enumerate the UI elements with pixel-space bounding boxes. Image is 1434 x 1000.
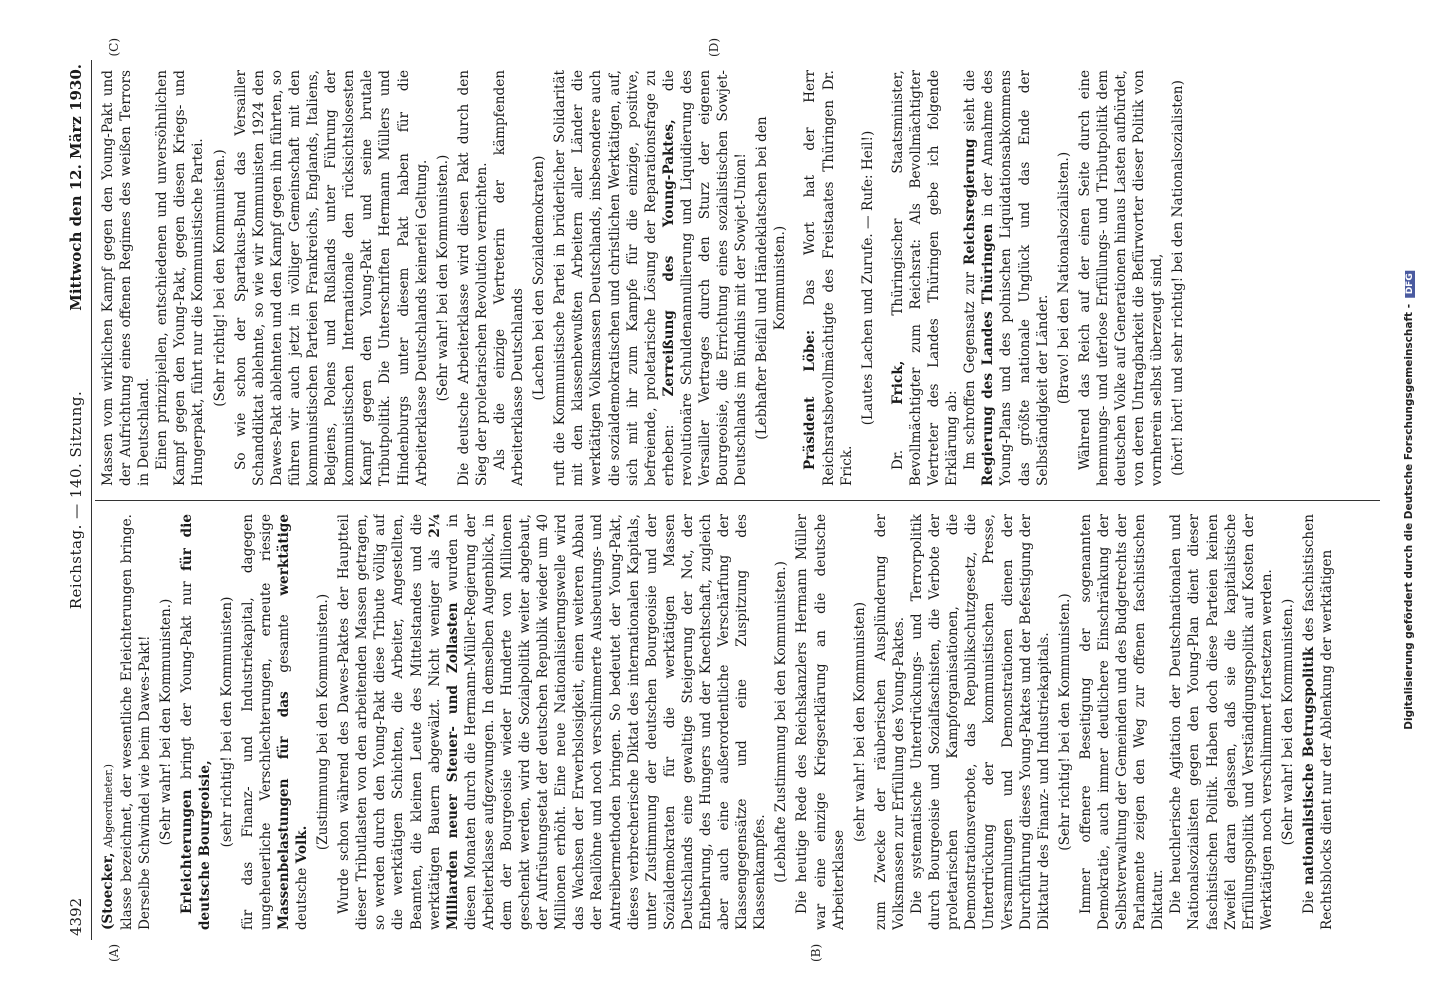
emphasized-text: Erleichterungen	[179, 789, 196, 914]
text-run: Thüringischer Staatsminister, Bevollmächtigter zum Reichsrat: Als Bevollmächtigter Vertreter des Landes Thüringen gebe ich folgende Erklärung ab:	[889, 70, 961, 486]
text-run: Die heutige Rede des Reichskanzlers Hermann Müller war eine einzige Kriegserklärung an die deutsche Arbeiterklasse	[794, 514, 847, 930]
paragraph-spacer	[792, 70, 801, 486]
text-run: gesamte	[275, 595, 292, 692]
text-run: (sehr wahr! bei den Kommunisten)	[851, 601, 868, 843]
interjection	[530, 70, 548, 486]
text-run: Im schroffen Gegensatz zur	[962, 265, 979, 470]
paragraph	[491, 70, 527, 486]
paragraph	[335, 514, 769, 930]
interjection	[1056, 514, 1074, 930]
text-run: (Sehr wahr! bei den Kommunisten.)	[158, 598, 175, 846]
interjection	[211, 70, 229, 486]
text-run: Wurde schon während des Dawes-Paktes der Hauptteil dieser Tributlasten von den arbeitenden Massen getragen, so werden durch den Young-Pakt diese Tribute völlig auf die werktätigen Schichten, die Arbeiter, Angestellten, Beamten, die kleinen Leute des Mittelstandes und die werktätigen Bauern abgewälzt. Nicht weniger als	[336, 514, 443, 930]
emphasized-text: Zerreißung des Young-Paktes,	[660, 119, 677, 397]
paragraph	[232, 70, 431, 486]
session-title: Reichstag. — 140. Sitzung.	[67, 390, 85, 610]
header-rule	[91, 60, 92, 940]
text-run: bringt der Young-Pakt nur	[179, 570, 196, 790]
emphasized-text: Frick,	[889, 360, 906, 405]
text-run: Abgeordneter.)	[102, 763, 115, 848]
text-run: (hört! hört! und sehr richtig! bei den Nationalsozialisten)	[1170, 80, 1187, 476]
text-run: So wie schon der Spartakus-Bund das Versailler Schanddiktat ablehnte, so wie wir Kommunisten 1924 den Dawes-Pakt ablehnten und den Kampf gegen ihn führten, so führen wir auch jetzt in völliger Gemeinschaft mit den kommunistischen Parteien Frankreichs, Englands, Italiens, Belgiens, Polens und Rußlands unter Führung der kommunistischen Internationale den rücksichtslosesten Kampf gegen den Young-Pakt und seine brutale Tributpolitik. Die Unterschriften Hermann Müllers und Hindenburgs unter diesem Pakt haben für die Arbeiterklasse Deutschlands keinerlei Geltung.	[232, 70, 430, 486]
text-run: Während das Reich auf der einen Seite durch eine hemmungs- und uferlose Erfüllungs- und Tributpolitik dem deutschen Volke auf Generationen hinaus Lasten aufbürdet, von deren Untragbarkeit die Befürworter dieser Politik von vornherein selbst überzeugt sind,	[1076, 70, 1166, 486]
text-run: des faschistischen Rechtsblocks dient nur der Ablenkung der werktätigen	[1301, 514, 1336, 930]
emphasized-text: (Stoecker,	[100, 847, 116, 930]
text-run: (Lautes Lachen und Zurufe. — Rufe: Heil!)	[859, 130, 876, 426]
emphasized-text: Präsident Löbe:	[802, 329, 819, 470]
margin-marker-a: (A)	[107, 943, 121, 962]
text-run: Die	[1301, 885, 1317, 914]
interjection	[434, 70, 452, 486]
paragraph	[1076, 70, 1166, 486]
paragraph	[793, 514, 847, 930]
page-number: 4392	[67, 897, 85, 936]
text-run: (sehr richtig! bei den Kommunisten)	[218, 596, 235, 848]
text-run: (Lachen bei den Sozialdemokraten)	[531, 155, 548, 401]
paragraph	[1167, 514, 1276, 930]
text-run: zum Zwecke der räuberischen Ausplünderung der Volksmassen zur Erfüllung des Young-Paktes.	[872, 514, 907, 930]
text-run: wurden in diesen Monaten durch die Hermann-Müller-Regierung der Arbeiterklasse aufgezwungen. In demselben Augenblick, in dem der Bourgeoisie wieder Hunderte von Millionen geschenkt werden, wird die Sozialpolitik weiter abgebaut, der Aufrüstungsetat der deutschen Republik wieder um 40 Millionen erhöht. Eine neue Nationalisierungswelle wird das Wachsen der Erwerbslosigkeit, einen weiteren Abbau der Reallöhne und noch verschlimmerte Ausbeutungs- und Antreibermethoden bringen. So bedeutet der Young-Pakt, dieses verbrecherische Diktat des internationalen Kapitals, unter Zustimmung der deutschen Bourgeoisie und der Sozialdemokraten für die werktätigen Massen Deutschlands eine gewaltige Steigerung der Not, der Entbehrung, des Hungers und der Knechtschaft, zugleich aber auch eine außerordentliche Verschärfung der Klassengegensätze und eine Zuspitzung des Klassenkampfes.	[444, 514, 769, 930]
text-run: (Sehr wahr! bei den Kommunisten.)	[1279, 598, 1296, 846]
paragraph	[551, 70, 750, 486]
text-run: (Sehr richtig! bei den Kommunisten.)	[211, 149, 228, 407]
paragraph	[99, 70, 153, 486]
text-run: in der Annahme des Young-Plans und des polnischen Liquidationsabkommens das größte nationale Unglück und das Ende der Selbständigkeit der Länder.	[980, 70, 1051, 486]
scanned-page	[65, 38, 1385, 962]
emphasized-text: 2¼ Milliarden neuer Steuer- und Zollasten	[426, 514, 461, 930]
margin-marker-d: (D)	[707, 38, 721, 57]
paragraph	[1077, 514, 1167, 930]
interjection	[1169, 70, 1187, 486]
text-run: ruft die Kommunistische Partei in brüderlicher Solidarität mit den klassenbewußten Arbeitern aller Länder die werktätigen Volksmassen Deutschlands, insbesondere auch die sozialdemokratischen und christlichen Werktätigen, auf, sich mit ihr zum Kampfe für die einzige, positive, befreiende, proletarische Lösung der Reparationsfrage zu erheben:	[552, 70, 677, 486]
text-run: die revolutionäre Schuldenannullierung und Liquidierung des Versailler Vertrages durch den Sturz der eigenen Bourgeoisie, die Errichtung eines sozialistischen Sowjet-Deutschlands im Bündnis mit der Sowjet-Union!	[660, 70, 750, 486]
interjection	[1055, 70, 1073, 486]
paragraph	[801, 70, 855, 486]
interjection	[314, 514, 332, 930]
emphasized-text: werktätige	[275, 514, 292, 596]
interjection	[157, 514, 175, 930]
text-run: Einen prinzipiellen, entschiedenen und unversöhnlichen Kampf gegen den Young-Pakt, gegen diesen Kriegs- und Hungerpakt, führt nur die Kommunistische Partei.	[154, 70, 207, 486]
interjection	[851, 514, 869, 930]
paragraph	[1300, 514, 1336, 930]
interjection	[772, 514, 790, 930]
interjection	[753, 70, 789, 486]
text-run: (Bravo! bei den Nationalsozialisten.)	[1055, 151, 1072, 405]
paragraph	[872, 514, 908, 930]
text-run: Als die einzige Vertreterin der kämpfenden Arbeiterklasse Deutschlands	[491, 70, 527, 486]
paragraph	[455, 70, 491, 486]
text-run: (Lebhafte Zustimmung bei den Kommunisten.)	[773, 561, 790, 883]
paragraph	[178, 514, 214, 930]
text-run: Das Wort hat der Herr Reichsratsbevollmächtigte des Freistaates Thüringen Dr. Frick.	[802, 70, 855, 486]
text-run: Immer offenere Beseitigung der sogenannten Demokratie, auch immer deutlichere Einschränkung der Selbstverwaltung der Gemeinden und des Budgetrechts der Parlamente zeigen den Weg zur offenen faschistischen Diktatur.	[1077, 514, 1167, 930]
emphasized-text: Reichsregierung	[962, 138, 979, 266]
emphasized-text: Regierung des Landes Thüringen	[980, 223, 997, 486]
interjection	[218, 514, 236, 930]
paragraph	[961, 70, 1051, 486]
paragraph	[99, 514, 118, 930]
emphasized-text: Volk.	[293, 825, 310, 864]
paragraph	[889, 70, 961, 486]
text-run: (Sehr wahr! bei den Kommunisten.)	[434, 154, 451, 402]
text-run: Massen vom wirklichen Kampf gegen den Young-Pakt und der Aufrichtung eines offenen Regimes des weißen Terrors in Deutschland.	[100, 70, 153, 486]
emphasized-text: nationalistische Betrugspolitik	[1301, 646, 1317, 886]
paragraph-spacer	[880, 70, 889, 486]
session-date: Mittwoch den 12. März 1930.	[67, 64, 85, 311]
text-run: (Sehr richtig! bei den Kommunisten.)	[1056, 593, 1073, 851]
text-run: Die deutsche Arbeiterklasse wird diesen Pakt durch den Sieg der proletarischen Revolution vernichten.	[455, 70, 490, 486]
text-run: (Zustimmung bei den Kommunisten.)	[315, 593, 332, 851]
text-run: (Lebhafter Beifall und Händeklatschen bei den Kommunisten.)	[754, 116, 789, 440]
column-divider	[95, 500, 1380, 501]
paragraph	[118, 514, 154, 930]
text-run: sieht die	[962, 70, 979, 139]
margin-marker-b: (B)	[809, 943, 823, 962]
text-run: klasse bezeichnet, der wesentliche Erleichterungen bringe. Derselbe Schwindel wie beim Dawes-Pakt!	[119, 514, 154, 930]
emphasized-text: Massenbelastungen für das	[275, 691, 292, 930]
text-run: für das Finanz- und Industriekapital, dagegen ungeheuerliche Verschlechterungen, erneute riesige	[239, 514, 274, 930]
right-text-column	[99, 70, 1379, 486]
left-text-column	[99, 514, 1379, 930]
paragraph	[908, 514, 1053, 930]
running-head	[65, 60, 89, 940]
text-run: deutsche	[293, 863, 310, 930]
interjection	[859, 70, 877, 486]
emphasized-text: für die deutsche Bourgeoisie,	[179, 514, 214, 930]
text-run: Die systematische Unterdrückungs- und Terrorpolitik durch Bourgeoisie und Sozialfaschisten, die Verbote der proletarischen Kampforganisationen, die Demonstrationsverbote, das Republikschutzgesetz, die Unterdrückung der kommunistischen Presse, Versammlungen und Demonstrationen dienen der Durchführung dieses Young-Paktes und der Befestigung der Diktatur des Finanz- und Industriekapitals.	[909, 514, 1052, 930]
digitization-note-text: Digitalisierung gefördert durch die Deutsche Forschungsgemeinschaft -	[1403, 303, 1415, 730]
paragraph	[153, 70, 207, 486]
text-run: Die heuchlerische Agitation der Deutschnationalen und Nationalsozialisten gegen den Young-Plan dient dieser faschistischen Politik. Haben doch diese Parteien keinen Zweifel daran gelassen, daß sie die kapitalistische Erfüllungspolitik und Verständigungspolitik auf Kosten der Werktätigen noch verschlimmert fortsetzen werden.	[1168, 514, 1275, 930]
text-run: Dr.	[889, 404, 906, 470]
interjection	[1279, 514, 1297, 930]
paragraph	[239, 514, 311, 930]
dfg-logo: DFG	[1405, 270, 1415, 297]
margin-marker-c: (C)	[107, 38, 121, 57]
